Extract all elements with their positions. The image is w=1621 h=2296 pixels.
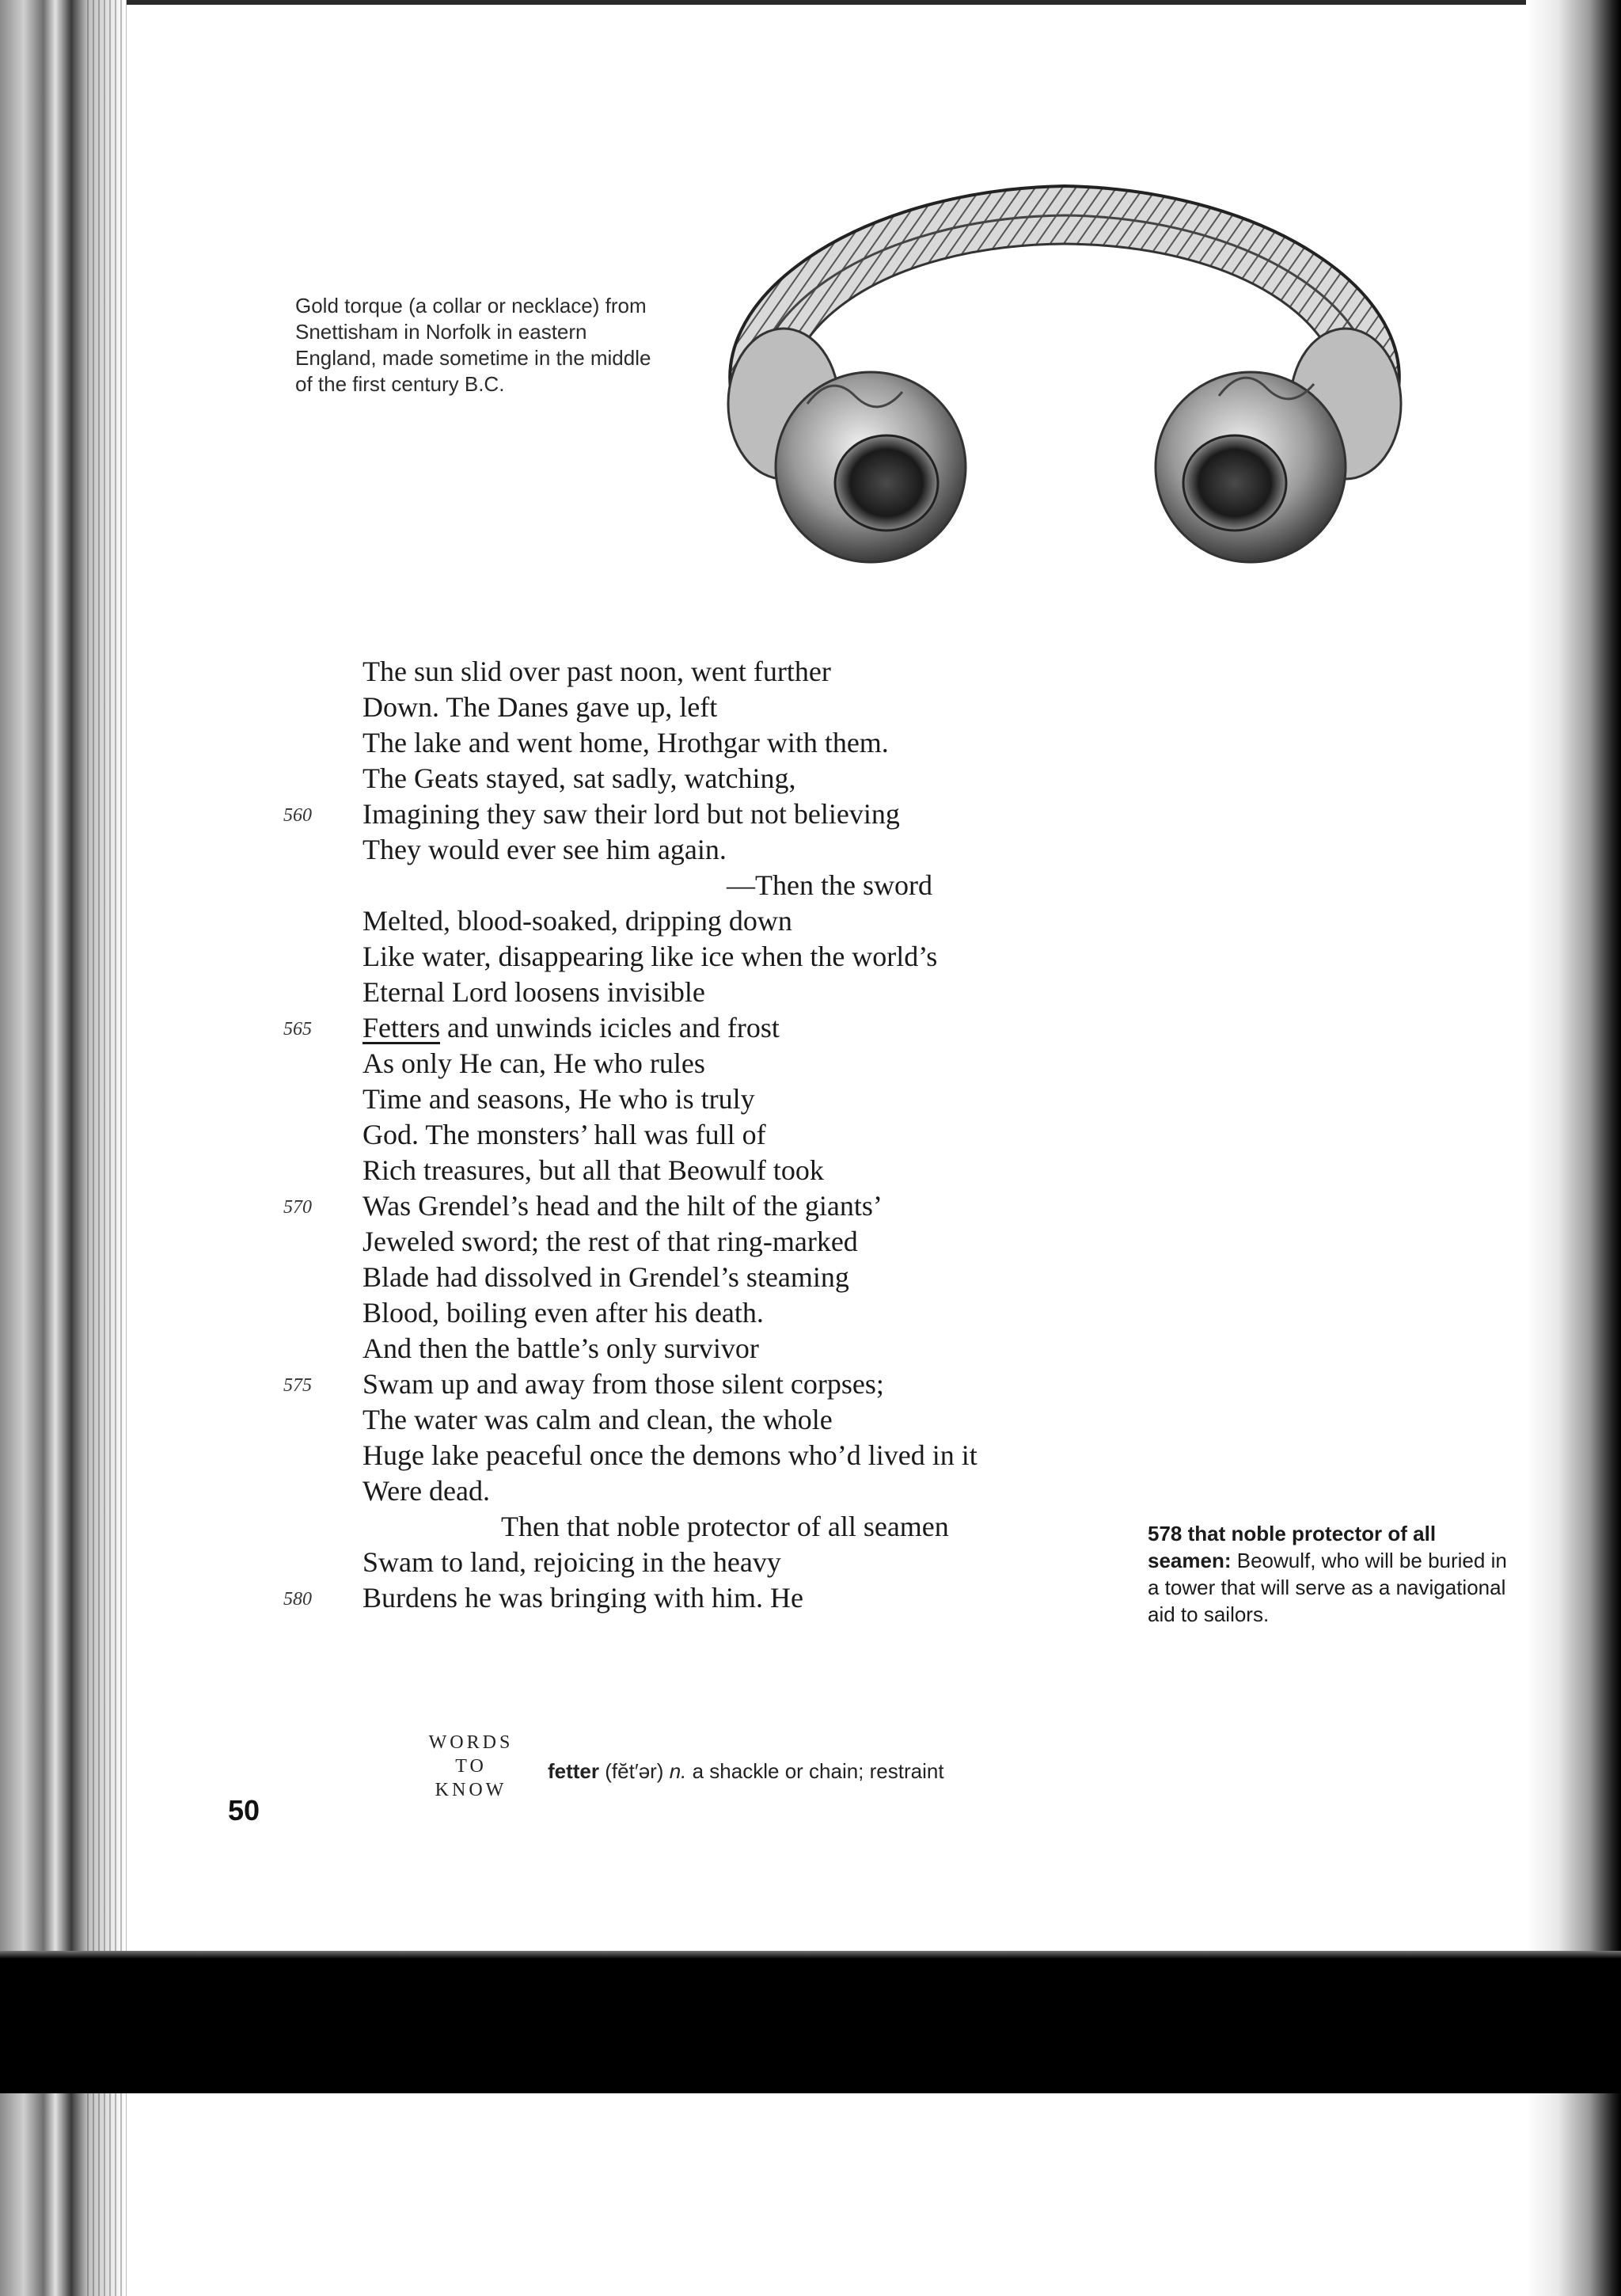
vocab-part-of-speech: n.: [669, 1759, 687, 1783]
poem-line-text: Down. The Danes gave up, left: [363, 691, 718, 723]
poem-line: [363, 761, 1075, 796]
poem-line-text: God. The monsters’ hall was full of: [363, 1119, 766, 1150]
poem-line-text: The Geats stayed, sat sadly, watching,: [363, 762, 796, 794]
vocab-underlined-word: Fetters: [363, 1012, 440, 1043]
words-to-know-heading-line-3: KNOW: [435, 1780, 507, 1800]
line-number: 560: [283, 805, 312, 826]
poem-line-text: Was Grendel’s head and the hilt of the giants’: [363, 1190, 883, 1222]
line-number: 565: [283, 1019, 312, 1040]
poem-line-text: The water was calm and clean, the whole: [363, 1404, 833, 1435]
line-number: 580: [283, 1589, 312, 1610]
poem-line: [363, 1153, 1075, 1188]
poem-line: [363, 1117, 1075, 1153]
vocabulary-entry: [548, 1759, 944, 1784]
poem-line: [363, 1331, 1075, 1367]
page-number: 50: [228, 1794, 260, 1827]
poem-line-text: Swam to land, rejoicing in the heavy: [363, 1546, 781, 1578]
poem-line: [363, 868, 1075, 903]
poem-line-text: Were dead.: [363, 1475, 490, 1507]
poem-line-text: Like water, disappearing like ice when the world’s: [363, 941, 938, 972]
poem-line-text: Blade had dissolved in Grendel’s steaming: [363, 1261, 849, 1293]
poem-line: [363, 832, 1075, 868]
poem-line: [283, 1010, 1075, 1046]
poem-text: [283, 654, 1075, 1616]
poem-line: [283, 796, 1075, 832]
poem-line: [363, 1260, 1075, 1295]
poem-line-text: Rich treasures, but all that Beowulf took: [363, 1154, 824, 1186]
poem-line-text: Burdens he was bringing with him. He: [363, 1582, 803, 1614]
scan-top-edge: [0, 0, 1621, 5]
poem-line: [363, 903, 1075, 939]
poem-line-text: Then that noble protector of all seamen: [501, 1511, 949, 1542]
poem-line-text: Huge lake peaceful once the demons who’d lived in it: [363, 1439, 978, 1471]
line-number: 570: [283, 1197, 312, 1218]
poem-line-text: Eternal Lord loosens invisible: [363, 976, 705, 1008]
words-to-know-heading-line-1: WORDS: [428, 1732, 514, 1753]
poem-line-text: The sun slid over past noon, went further: [363, 656, 831, 687]
poem-line-text: And then the battle’s only survivor: [363, 1332, 759, 1364]
poem-line-text: Blood, boiling even after his death.: [363, 1297, 764, 1329]
gold-torque-illustration: [649, 158, 1480, 618]
line-note-578: [1148, 1520, 1520, 1628]
poem-line: [363, 690, 1075, 725]
poem-line: [283, 1188, 1075, 1224]
poem-line: [363, 1438, 1075, 1473]
poem-line: [363, 1545, 1075, 1580]
poem-line-text: Jeweled sword; the rest of that ring-marked: [363, 1226, 858, 1257]
poem-line: [363, 725, 1075, 761]
poem-line-text: Imagining they saw their lord but not believing: [363, 798, 900, 830]
poem-line: [363, 1402, 1075, 1438]
line-number: 575: [283, 1375, 312, 1396]
poem-line: [283, 1580, 1075, 1616]
poem-line: [363, 1224, 1075, 1260]
words-to-know-heading: [427, 1731, 514, 1802]
vocab-pronunciation: (fĕt′ər): [605, 1759, 664, 1783]
line-note-label: 578 that noble protector of all seamen:: [1148, 1522, 1437, 1572]
poem-line: [363, 939, 1075, 975]
line-note-text: Beowulf, who will be buried in a tower that will serve as a navigational aid to sailors.: [1148, 1549, 1507, 1626]
poem-line: [283, 1367, 1075, 1402]
poem-line: [363, 1295, 1075, 1331]
poem-line-text: Time and seasons, He who is truly: [363, 1083, 755, 1115]
vocab-word: fetter: [548, 1759, 600, 1783]
poem-line-text: As only He can, He who rules: [363, 1047, 705, 1079]
poem-line-text: They would ever see him again.: [363, 834, 727, 865]
poem-line: [363, 975, 1075, 1010]
poem-line: [363, 654, 1075, 690]
scan-bottom-edge: [0, 1951, 1621, 2093]
poem-line: [363, 1081, 1075, 1117]
words-to-know-heading-line-2: TO: [455, 1756, 487, 1777]
poem-line-text: Swam up and away from those silent corpses;: [363, 1368, 884, 1400]
poem-line: [363, 1046, 1075, 1081]
poem-line-text: Fetters and unwinds icicles and frost: [363, 1012, 780, 1043]
poem-line: [363, 1473, 1075, 1509]
poem-line-text: —Then the sword: [727, 869, 932, 901]
poem-line-text: Melted, blood-soaked, dripping down: [363, 905, 792, 937]
poem-line-text: The lake and went home, Hrothgar with them.: [363, 727, 889, 758]
poem-line: [363, 1509, 1075, 1545]
figure-caption: Gold torque (a collar or necklace) from Snettisham in Norfolk in eastern England, made sometime in the middle of the first century B.C.: [295, 294, 651, 396]
vocab-definition: a shackle or chain; restraint: [692, 1759, 944, 1783]
